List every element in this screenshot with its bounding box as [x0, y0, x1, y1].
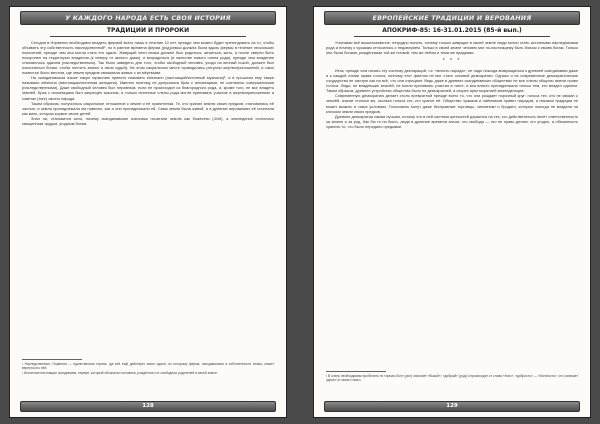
left-page-body: [22, 40, 274, 126]
right-page-body: [326, 40, 578, 129]
right-page-header: ЕВРОПЕЙСКИЕ ТРАДИЦИИ И ВЕРОВАНИЯ: [324, 11, 580, 25]
footnote-rule: [22, 359, 82, 360]
left-page-number: 128: [20, 401, 276, 412]
left-page-header: У КАЖДОГО НАРОДА ЕСТЬ СВОЯ ИСТОРИЯ: [20, 11, 276, 25]
footnote: ¹ Наследственное, Норвегия — единственная страна, где всё ещё действует закон одаля, по которому ферма, находившаяся в собственности семьи, может вернуться к ней.: [22, 362, 274, 371]
footnote: ¹ В очень необходимом пробелить «и тормах-бол» (рол) означает «быкой», «добрый» (род) и происходят от слова «ñого», «добрость» — «богатость», что означает одного от своего свого.: [326, 374, 578, 383]
right-page-footnotes: [326, 374, 578, 383]
right-page-subtitle: АПОКРИФ-85: 16-31.01.2015 (85-й вып.): [354, 26, 550, 37]
right-page: [313, 6, 591, 418]
section-divider: * * *: [442, 58, 462, 65]
paragraph: Сегодня в Норвегии необходимо владеть фермой всего лишь в течение 10 лет, прежде чем можно будет претендовать на то, чтобы объявить эту собственность наследственной¹, но в ранние времена ферма (род)семьи должна была вдоль фермы в течение нескольких поколений, прежде чем она могла стать его одаль. Живущий член семьи должен был родиться, жениться, жить, а после смерти быть похоронен на территории владения (к северу от жилого дома), и возродиться (в качестве нового члена рода), прежде чем владение становилось одалем (наследственным). Так было заведено для того, чтобы свободный человек, уходя на вечный покой, должен был поклоняться богам, чтобы почтить землю и свою судьбу. На этом сакральном месте проводились ритуалы жертвоприношений, и само поместье было местом, где земля предков связывала живых с их мёртвыми.: [22, 40, 274, 76]
paragraph: Знал ли, становится ясно, почему скандинавские язычники почитали землю как божество (Jörð), а земледелие считалось священным трудом, угодным богам.: [22, 115, 274, 126]
paragraph: Учитывая всё вышесказанное, нетрудно понять, почему только живущие в своей земле люди могли стать истинными наследниками рода и почему к чужакам относились с недоверием. Только в своей земле человек мог по-настоящему быть близок к своим богам. Только они были богами, рождёнными той же почвой, тем же небом и теми же предками.: [326, 40, 578, 56]
paragraph: Современную демократию делает столь превратной прежде всего то, что она рождает порочный круг: голоса тех, кто не связан с землёй, значат столько же, сколько голоса тех, кто хранит её. Общество чужаков и наёмников правит народом, и никакая традиция не может выжить в таких условиях. Голосовать могут даже бесправные торговцы, чиновники и бродяги, которые никогда не владели ни клочком земли своих предков.: [326, 93, 578, 114]
paragraph: Древняя демократия самая лучшая, потому что в ней система ценностей держится на тех, кто действительно несёт ответственность за землю и за род. Как бы то ни было, люди в древние времена знали, что свобода — это не право делать что угодно, а обязанность хранить то, что было передано предками.: [326, 113, 578, 129]
right-page-number: 129: [324, 401, 580, 412]
paragraph: На скандинавском языке такую гармонию принято называть ekismann (настоящий/истинный мужчина)², а в прошлом ему также называли ekiskona (настоящая/истинная женщина). Именно поэтому не допускался брак с иноземцами, не считались совершенными (наследственными). Даже свободный человек был неравным, если не происходил из благородного рода, и, кроме того, не мог владеть землёй. Брак с иноземцами был запрещён законом, и только истинные члены рода могли принимать участие в жертвоприношениях и советах (тинг) своего народа.: [22, 75, 274, 101]
footnote: ² Истинные/настоящие скандинавы: термин, который обозначал человека, рождённого от свободных родителей в своей земле.: [22, 370, 218, 375]
left-page-footnotes: [22, 362, 274, 375]
paragraph: Итак, прежде чем начать эту систему деклараций, т.е. «власть народа», не надо никогда возвращаться к древней скандинавии даже и к каждой линии права голоса, поэтому этот фантом не мог стать основой демократии. Однако я на современные демократические государства не смотрю как на всё, что они отрицают. Ведь даже в древних скандинавских обществах не все члены общины имели право голоса. Люди, не владевшие землёй, не могли принимать участия в тинге, и вся власть принадлежала только тем, кто владел одалем. Таким образом, древнее устройство общества было не демократией, а скорее аристократией земледельцев.: [326, 68, 578, 94]
left-page-subtitle: ТРАДИЦИИ И ПРОРОКИ: [50, 26, 246, 37]
footnote-rule: [326, 371, 386, 372]
paragraph: Таким образом, получилось сакральное отношение к земле и её хранителям. Те, кто хранил землю своих предков, становились её частью, и земля принадлежала им навечно, как и они принадлежали ей. Сама земля была живой, и в древних верованиях её почитали как мать, которая кормит своих детей.: [22, 100, 274, 116]
left-page: [9, 6, 287, 418]
